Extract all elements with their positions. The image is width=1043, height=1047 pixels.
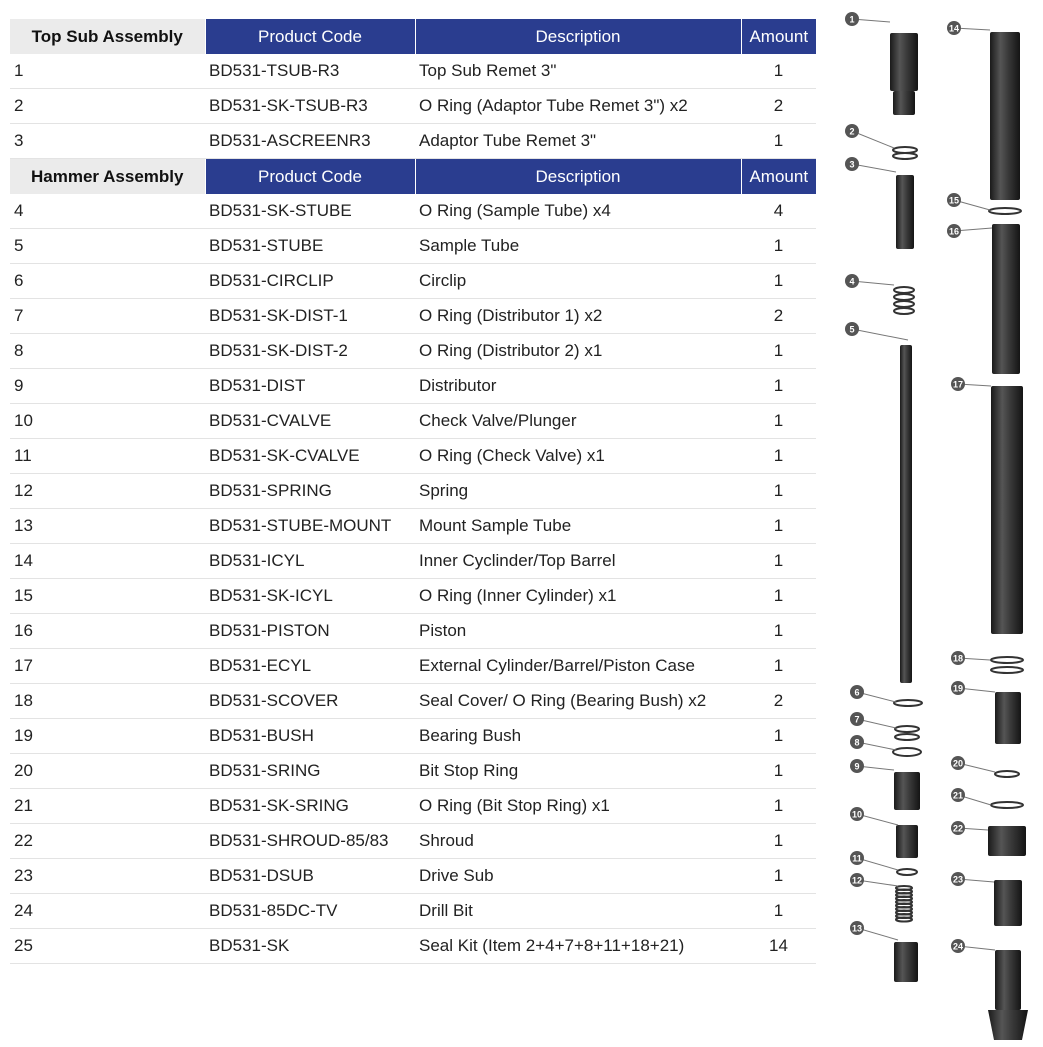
product-code: BD531-SK-CVALVE — [205, 439, 415, 474]
item-number: 9 — [10, 369, 205, 404]
amount: 2 — [741, 684, 816, 719]
table-row — [10, 369, 816, 404]
table-row — [10, 264, 816, 299]
item-number: 14 — [10, 544, 205, 579]
table-row — [10, 684, 816, 719]
callout-number: 5 — [849, 324, 855, 335]
amount: 1 — [741, 264, 816, 299]
product-code: BD531-CVALVE — [205, 404, 415, 439]
part-piston — [992, 224, 1020, 374]
table-row — [10, 54, 816, 89]
table-row — [10, 474, 816, 509]
callout-number: 16 — [948, 226, 960, 237]
item-number: 12 — [10, 474, 205, 509]
description: Distributor — [415, 369, 741, 404]
part-seal-cover — [991, 657, 1023, 663]
product-code: BD531-SCOVER — [205, 684, 415, 719]
product-code: BD531-SK-ICYL — [205, 579, 415, 614]
product-code: BD531-SK-SRING — [205, 789, 415, 824]
description: Sample Tube — [415, 229, 741, 264]
table-row — [10, 194, 816, 229]
part-o-ring-8 — [893, 748, 921, 756]
item-number: 22 — [10, 824, 205, 859]
part-o-ring-4 — [894, 308, 914, 314]
callout-number: 6 — [854, 687, 860, 698]
product-code: BD531-PISTON — [205, 614, 415, 649]
callout-number: 22 — [952, 823, 964, 834]
product-code: BD531-SK-TSUB-R3 — [205, 89, 415, 124]
product-code: BD531-ICYL — [205, 544, 415, 579]
item-number: 1 — [10, 54, 205, 89]
part-drive-sub — [994, 880, 1022, 926]
column-header-description: Description — [415, 19, 741, 54]
amount: 2 — [741, 299, 816, 334]
callout-number: 23 — [952, 874, 964, 885]
callout-number: 17 — [952, 379, 964, 390]
description: O Ring (Adaptor Tube Remet 3") x2 — [415, 89, 741, 124]
callout-number: 14 — [948, 23, 960, 34]
product-code: BD531-SK — [205, 929, 415, 964]
description: O Ring (Sample Tube) x4 — [415, 194, 741, 229]
part-top-sub-thread — [893, 91, 915, 115]
table-row — [10, 439, 816, 474]
part-o-ring-21 — [991, 802, 1023, 808]
part-bit-stop-ring — [995, 771, 1019, 777]
amount: 1 — [741, 509, 816, 544]
description: Check Valve/Plunger — [415, 404, 741, 439]
table-row — [10, 894, 816, 929]
item-number: 10 — [10, 404, 205, 439]
amount: 1 — [741, 894, 816, 929]
amount: 1 — [741, 439, 816, 474]
product-code: BD531-STUBE — [205, 229, 415, 264]
description: Seal Kit (Item 2+4+7+8+11+18+21) — [415, 929, 741, 964]
product-code: BD531-SPRING — [205, 474, 415, 509]
item-number: 13 — [10, 509, 205, 544]
product-code: BD531-SK-STUBE — [205, 194, 415, 229]
part-mount-sample-tube — [894, 942, 918, 982]
part-inner-cylinder — [990, 32, 1020, 200]
amount: 1 — [741, 474, 816, 509]
callout-number: 21 — [952, 790, 964, 801]
callout-number: 8 — [854, 737, 860, 748]
part-external-cylinder — [991, 386, 1023, 634]
table-row — [10, 229, 816, 264]
description: O Ring (Distributor 2) x1 — [415, 334, 741, 369]
part-o-ring-4 — [894, 287, 914, 293]
product-code: BD531-SK-DIST-2 — [205, 334, 415, 369]
amount: 1 — [741, 54, 816, 89]
product-code: BD531-SHROUD-85/83 — [205, 824, 415, 859]
column-header-description: Description — [415, 159, 741, 195]
amount: 14 — [741, 929, 816, 964]
amount: 1 — [741, 404, 816, 439]
amount: 1 — [741, 229, 816, 264]
part-o-ring-11 — [897, 869, 917, 875]
part-drill-bit-head — [988, 1010, 1028, 1040]
part-adaptor-tube — [896, 175, 914, 249]
table-row — [10, 404, 816, 439]
callout-number: 4 — [849, 276, 855, 287]
callout-number: 24 — [952, 941, 964, 952]
table-row — [10, 649, 816, 684]
parts-table-body — [10, 19, 816, 964]
item-number: 24 — [10, 894, 205, 929]
item-number: 15 — [10, 579, 205, 614]
callout-number: 2 — [849, 126, 855, 137]
amount: 1 — [741, 719, 816, 754]
product-code: BD531-85DC-TV — [205, 894, 415, 929]
callout-number: 7 — [854, 714, 860, 725]
item-number: 8 — [10, 334, 205, 369]
exploded-parts-drawing — [830, 0, 1043, 1047]
amount: 1 — [741, 649, 816, 684]
table-row — [10, 614, 816, 649]
callout-number: 15 — [948, 195, 960, 206]
table-row — [10, 89, 816, 124]
table-row — [10, 544, 816, 579]
item-number: 21 — [10, 789, 205, 824]
item-number: 3 — [10, 124, 205, 159]
item-number: 16 — [10, 614, 205, 649]
product-code: BD531-DIST — [205, 369, 415, 404]
table-row — [10, 789, 816, 824]
column-header-amount: Amount — [741, 159, 816, 195]
callout-number: 18 — [952, 653, 964, 664]
table-row — [10, 754, 816, 789]
product-code: BD531-TSUB-R3 — [205, 54, 415, 89]
amount: 1 — [741, 789, 816, 824]
exploded-parts-diagram — [830, 0, 1043, 1047]
column-header-product-code: Product Code — [205, 159, 415, 195]
amount: 1 — [741, 754, 816, 789]
item-number: 20 — [10, 754, 205, 789]
part-o-ring-4 — [894, 301, 914, 307]
table-row — [10, 334, 816, 369]
description: Spring — [415, 474, 741, 509]
part-o-ring-7b — [895, 734, 919, 740]
item-number: 2 — [10, 89, 205, 124]
item-number: 7 — [10, 299, 205, 334]
description: Piston — [415, 614, 741, 649]
description: Bearing Bush — [415, 719, 741, 754]
part-shroud — [988, 826, 1026, 856]
amount: 1 — [741, 614, 816, 649]
product-code: BD531-ASCREENR3 — [205, 124, 415, 159]
item-number: 23 — [10, 859, 205, 894]
table-row — [10, 509, 816, 544]
part-bearing-bush — [995, 692, 1021, 744]
part-spring — [896, 918, 912, 922]
part-o-ring-7 — [895, 726, 919, 732]
part-sample-tube — [900, 345, 912, 683]
part-drill-bit — [995, 950, 1021, 1010]
item-number: 17 — [10, 649, 205, 684]
table-row — [10, 299, 816, 334]
column-header-amount: Amount — [741, 19, 816, 54]
hammer-assembly-header-row — [10, 159, 816, 195]
item-number: 6 — [10, 264, 205, 299]
section-title: Top Sub Assembly — [10, 19, 205, 54]
product-code: BD531-ECYL — [205, 649, 415, 684]
description: Bit Stop Ring — [415, 754, 741, 789]
table-row — [10, 859, 816, 894]
table-row — [10, 719, 816, 754]
table-row — [10, 824, 816, 859]
callout-number: 20 — [952, 758, 964, 769]
callout-number: 12 — [851, 875, 863, 886]
callout-leader — [852, 329, 908, 340]
amount: 1 — [741, 824, 816, 859]
description: External Cylinder/Barrel/Piston Case — [415, 649, 741, 684]
product-code: BD531-SK-DIST-1 — [205, 299, 415, 334]
part-check-valve — [896, 825, 918, 858]
item-number: 18 — [10, 684, 205, 719]
amount: 1 — [741, 334, 816, 369]
item-number: 19 — [10, 719, 205, 754]
description: O Ring (Inner Cylinder) x1 — [415, 579, 741, 614]
item-number: 5 — [10, 229, 205, 264]
amount: 1 — [741, 859, 816, 894]
callout-number: 9 — [854, 761, 860, 772]
description: Circlip — [415, 264, 741, 299]
callout-number: 19 — [952, 683, 964, 694]
section-title: Hammer Assembly — [10, 159, 205, 195]
description: O Ring (Check Valve) x1 — [415, 439, 741, 474]
callout-number: 11 — [852, 853, 862, 864]
item-number: 4 — [10, 194, 205, 229]
amount: 4 — [741, 194, 816, 229]
description: Top Sub Remet 3" — [415, 54, 741, 89]
description: Drive Sub — [415, 859, 741, 894]
item-number: 25 — [10, 929, 205, 964]
table-row — [10, 579, 816, 614]
amount: 1 — [741, 544, 816, 579]
description: Adaptor Tube Remet 3" — [415, 124, 741, 159]
amount: 1 — [741, 124, 816, 159]
description: O Ring (Distributor 1) x2 — [415, 299, 741, 334]
part-distributor — [894, 772, 920, 810]
description: Inner Cyclinder/Top Barrel — [415, 544, 741, 579]
item-number: 11 — [10, 439, 205, 474]
part-top-sub — [890, 33, 918, 91]
amount: 2 — [741, 89, 816, 124]
table-row — [10, 124, 816, 159]
callout-number: 13 — [851, 923, 863, 934]
product-code: BD531-DSUB — [205, 859, 415, 894]
amount: 1 — [741, 579, 816, 614]
product-code: BD531-BUSH — [205, 719, 415, 754]
part-o-ring-4 — [894, 294, 914, 300]
part-o-ring-18 — [991, 667, 1023, 673]
callout-number: 3 — [849, 159, 855, 170]
description: O Ring (Bit Stop Ring) x1 — [415, 789, 741, 824]
description: Seal Cover/ O Ring (Bearing Bush) x2 — [415, 684, 741, 719]
table-row — [10, 929, 816, 964]
top-sub-assembly-header-row — [10, 19, 816, 54]
amount: 1 — [741, 369, 816, 404]
callout-number: 10 — [851, 809, 863, 820]
description: Shroud — [415, 824, 741, 859]
part-circlip — [894, 700, 922, 706]
parts-table — [10, 19, 816, 964]
part-o-ring-15 — [989, 208, 1021, 214]
description: Drill Bit — [415, 894, 741, 929]
callout-number: 1 — [849, 14, 855, 25]
column-header-product-code: Product Code — [205, 19, 415, 54]
product-code: BD531-CIRCLIP — [205, 264, 415, 299]
product-code: BD531-SRING — [205, 754, 415, 789]
description: Mount Sample Tube — [415, 509, 741, 544]
product-code: BD531-STUBE-MOUNT — [205, 509, 415, 544]
part-o-ring-2b — [893, 153, 917, 159]
